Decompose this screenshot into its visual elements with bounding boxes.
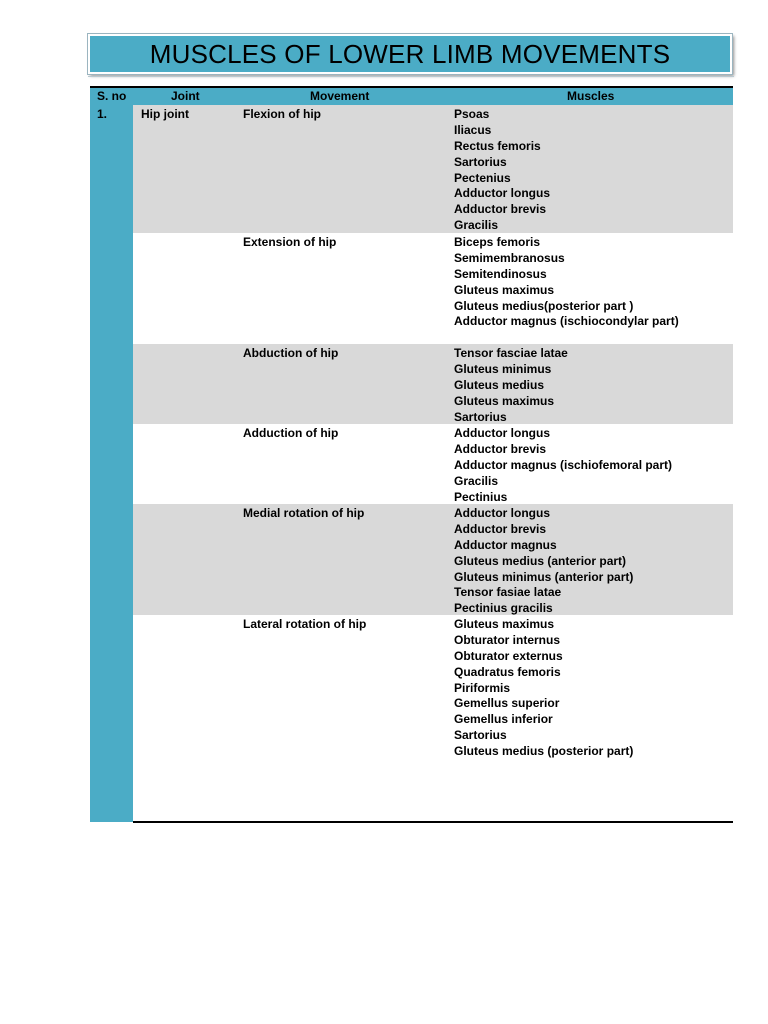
muscle-item: Gluteus medius (posterior part) [454,744,634,759]
table-row [133,615,733,821]
muscle-item: Pectenius [454,170,511,185]
muscle-item: Adductor longus [454,506,550,520]
muscle-item: Sartorius [454,728,507,743]
title-banner [88,34,732,74]
muscle-list [454,506,633,617]
muscle-item: Pectinius [454,489,508,504]
movement-cell: Lateral rotation of hip [243,617,367,631]
muscle-item: Adductor brevis [454,521,547,536]
muscle-item: Rectus femoris [454,138,541,153]
muscle-item: Iliacus [454,122,492,137]
muscle-item: Gluteus medius (anterior part) [454,553,627,568]
table-bottom-rule [133,821,733,823]
muscle-item: Adductor magnus [454,537,557,552]
muscle-item: Sartorius [454,154,507,169]
muscle-item: Adductor longus [454,426,550,440]
muscle-item: Gluteus minimus (anterior part) [454,569,634,584]
muscle-item: Semimembranosus [454,250,565,265]
muscle-item: Gluteus minimus [454,361,552,376]
muscle-item: Psoas [454,107,490,121]
table-row [133,424,733,504]
header-joint: Joint [171,89,200,103]
muscle-item: Obturator externus [454,648,563,663]
movement-cell: Flexion of hip [243,107,321,121]
table-row [133,233,733,344]
movement-cell: Abduction of hip [243,346,339,360]
title-divider [88,76,734,77]
movement-cell: Medial rotation of hip [243,506,365,520]
header-muscles: Muscles [567,89,615,103]
muscle-item: Adductor longus [454,186,550,201]
muscle-item: Gluteus maximus [454,393,555,408]
header-sno: S. no [97,89,127,103]
muscle-item: Pectinius gracilis [454,601,553,616]
movement-cell: Extension of hip [243,235,337,249]
table-row [133,344,733,424]
movement-cell: Adduction of hip [243,426,339,440]
muscle-item: Adductor brevis [454,441,547,456]
page-title: MUSCLES OF LOWER LIMB MOVEMENTS [149,38,671,69]
muscle-list [454,235,679,330]
table-row [133,105,733,233]
table-header [90,86,733,107]
muscle-item: Semitendinosus [454,266,547,281]
muscle-item: Gemellus superior [454,696,560,711]
muscle-list [454,107,550,234]
muscle-item: Gluteus maximus [454,617,555,631]
table-row [133,504,733,615]
muscle-item: Biceps femoris [454,235,541,249]
header-movement: Movement [310,89,370,103]
muscle-list [454,426,672,505]
joint-name: Hip joint [141,107,189,121]
muscle-item: Piriformis [454,680,511,695]
muscle-item: Gluteus medius [454,377,545,392]
serial-column [90,105,133,822]
muscle-item: Adductor magnus (ischiofemoral part) [454,457,673,472]
muscle-item: Gluteus medius(posterior part ) [454,298,634,313]
muscle-item: Adductor magnus (ischiocondylar part) [454,314,679,329]
muscle-item: Gluteus maximus [454,282,555,297]
muscle-item: Adductor brevis [454,202,547,217]
muscle-item: Obturator internus [454,632,561,647]
muscle-item: Gracilis [454,218,499,233]
serial-number: 1. [97,107,108,121]
muscle-item: Gemellus inferior [454,712,553,727]
muscle-list [454,346,568,425]
muscle-list [454,617,633,760]
muscle-item: Tensor fasciae latae [454,346,568,360]
muscle-item: Quadratus femoris [454,664,561,679]
muscle-item: Sartorius [454,409,507,424]
muscle-item: Gracilis [454,473,499,488]
muscle-item: Tensor fasiae latae [454,585,562,600]
